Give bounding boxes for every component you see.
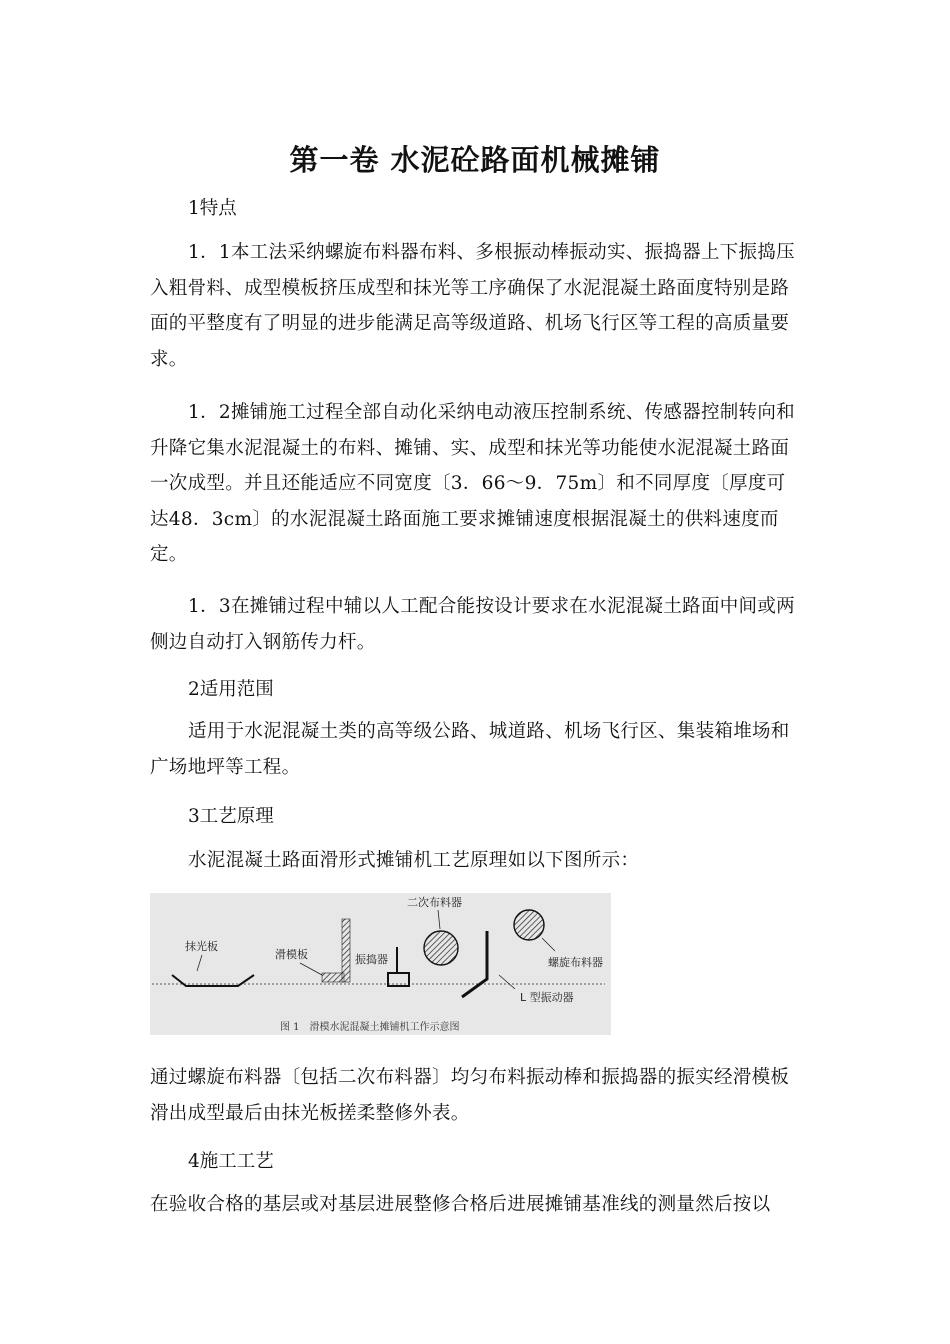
slip-form-leader <box>300 963 322 975</box>
l-vibrator-shape <box>462 931 487 997</box>
secondary-spreader-drum <box>424 931 458 965</box>
spiral-spreader-drum <box>514 910 544 940</box>
paragraph-1-3: 1．3在摊铺过程中辅以人工配合能按设计要求在水泥混凝土路面中间或两侧边自动打入钢筋传力杆。 <box>150 596 795 653</box>
secondary-spreader-leader <box>438 910 440 929</box>
vibrator-label: 振捣器 <box>355 953 388 966</box>
section-heading-principle: 3工艺原理 <box>188 806 274 827</box>
spiral-spreader-label: 螺旋布料器 <box>548 956 603 969</box>
smoothing-plate-leader <box>197 955 202 971</box>
section-heading-construction: 4施工工艺 <box>188 1151 274 1172</box>
figure-svg <box>150 893 611 1035</box>
paragraph-1-2: 1．2摊铺施工过程全部自动化采纳电动液压控制系统、传感器控制转向和升降它集水泥混凝土的布料、摊铺、实、成型和抹光等功能使水泥混凝土路面一次成型。并且还能适应不同宽度〔3．66～9．75m〕和不同厚度〔厚度可达48．3cm〕的水泥混凝土路面施工要求摊铺速度根据混凝土的供料速度而定。 <box>150 402 795 565</box>
spiral-spreader-leader <box>542 938 555 951</box>
l-vibrator-leader <box>499 975 515 989</box>
l-vibrator-label: L 型振动器 <box>520 991 574 1004</box>
slip-form-wall <box>342 919 350 982</box>
slip-form-plate <box>322 973 344 982</box>
paragraph-construction: 在验收合格的基层或对基层进展整修合格后进展摊铺基准线的测量然后按以 <box>150 1194 771 1215</box>
smoothing-plate-label: 抹光板 <box>185 940 218 953</box>
paragraph-scope: 适用于水泥混凝土类的高等级公路、城道路、机场飞行区、集装箱堆场和广场地坪等工程。 <box>150 721 790 778</box>
paragraph-process-description: 通过螺旋布料器〔包括二次布料器〕均匀布料振动棒和振捣器的振实经滑模板滑出成型最后由抹光板搓柔整修外表。 <box>150 1067 790 1124</box>
paragraph-principle: 水泥混凝土路面滑形式摊铺机工艺原理如以下图所示： <box>188 850 640 871</box>
page-title: 第一卷 水泥砼路面机械摊铺 <box>289 143 661 177</box>
figure-caption: 图 1 滑模水泥混凝土摊铺机工作示意图 <box>280 1022 460 1033</box>
section-heading-scope: 2适用范围 <box>188 679 274 700</box>
secondary-spreader-label: 二次布料器 <box>407 896 462 909</box>
section-heading-features: 1特点 <box>188 198 237 219</box>
slip-form-label: 滑模板 <box>275 948 308 961</box>
figure-paver-diagram <box>150 893 611 1035</box>
paragraph-1-1: 1．1本工法采纳螺旋布料器布料、多根振动棒振动实、振捣器上下振捣压入粗骨料、成型模板挤压成型和抹光等工序确保了水泥混凝土路面度特别是路面的平整度有了明显的进步能满足高等级道路、机场飞行区等工程的高质量要求。 <box>150 242 795 370</box>
